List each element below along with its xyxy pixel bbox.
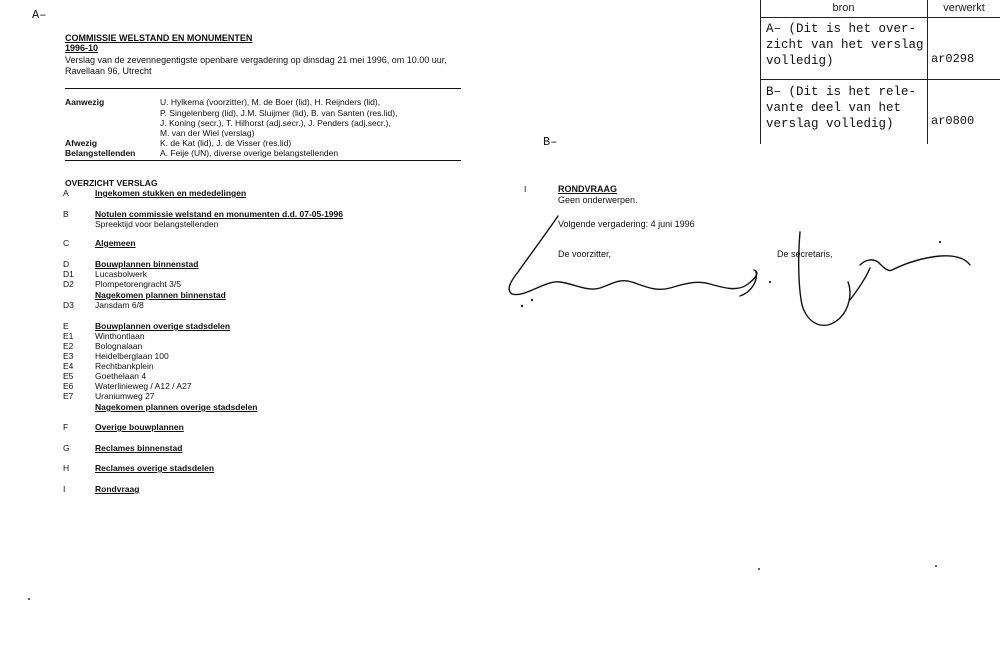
mark-a: A– xyxy=(32,8,47,22)
secretary-label: De secretaris, xyxy=(777,249,833,259)
item-label: Bolognalaan xyxy=(95,341,143,351)
item-label: Winthontlaan xyxy=(95,331,145,341)
item-label: Plompetorengracht 3/5 xyxy=(95,279,181,289)
item-letter: D3 xyxy=(63,300,74,310)
item-letter: D xyxy=(63,259,70,269)
rondvraag-text: Geen onderwerpen. xyxy=(558,195,638,205)
column-header-verwerkt: verwerkt xyxy=(943,2,985,14)
divider-top xyxy=(65,88,461,89)
item-label: Notulen commissie welstand en monumenten d.d. 07-05-1996 xyxy=(95,209,343,219)
item-letter: E5 xyxy=(63,371,74,381)
item-label: Waterlinieweg / A12 / A27 xyxy=(95,381,192,391)
table-row-divider xyxy=(760,79,1000,80)
address: Ravellaan 96, Utrecht xyxy=(65,66,152,76)
source-table xyxy=(760,0,1000,144)
item-label: Reclames binnenstad xyxy=(95,443,183,453)
document-title: COMMISSIE WELSTAND EN MONUMENTEN xyxy=(65,33,253,43)
column-header-bron: bron xyxy=(832,2,855,14)
item-label: Rechtbankplein xyxy=(95,361,154,371)
speck xyxy=(935,565,937,567)
document-number: 1996-10 xyxy=(65,43,99,53)
item-letter: I xyxy=(63,484,66,494)
item-label: Spreektijd voor belangstellenden xyxy=(95,219,219,229)
overview-title: OVERZICHT VERSLAG xyxy=(65,178,158,188)
mark-b: B– xyxy=(543,135,558,149)
label-aanwezig: Aanwezig xyxy=(65,97,105,107)
item-label: Nagekomen plannen overige stadsdelen xyxy=(95,402,258,412)
item-letter: B xyxy=(63,209,69,219)
table-border-left xyxy=(760,0,761,144)
item-label: Bouwplannen binnenstad xyxy=(95,259,199,269)
table-header-line xyxy=(760,17,1000,18)
item-letter: H xyxy=(63,463,70,473)
divider-bottom xyxy=(65,160,461,161)
table-column-divider xyxy=(927,0,928,144)
item-label: Overige bouwplannen xyxy=(95,422,184,432)
source-row-text: A– (Dit is het over- zicht van het verslag volledig) xyxy=(766,22,924,68)
item-letter: C xyxy=(63,238,70,248)
speck xyxy=(28,598,30,600)
item-label: Nagekomen plannen binnenstad xyxy=(95,290,226,300)
item-label: Heidelberglaan 100 xyxy=(95,351,169,361)
aanwezig-line-1: U. Hylkema (voorzitter), M. de Boer (lid), H. Reijnders (lid), xyxy=(160,97,381,107)
item-label: Rondvraag xyxy=(95,484,140,494)
item-label: Goethelaan 4 xyxy=(95,371,147,381)
item-label: Ingekomen stukken en mededelingen xyxy=(95,188,247,198)
item-letter: E7 xyxy=(63,391,74,401)
item-letter: E xyxy=(63,321,69,331)
aanwezig-line-3: J. Koning (secr.), T. Hilhorst (adj.secr.), J. Penders (adj.secr.), xyxy=(160,118,391,128)
item-label: Reclames overige stadsdelen xyxy=(95,463,215,473)
afwezig-line: K. de Kat (lid), J. de Visser (res.lid) xyxy=(160,138,292,148)
item-label: Algemeen xyxy=(95,238,136,248)
next-meeting: Volgende vergadering: 4 juni 1996 xyxy=(558,219,695,229)
item-letter: A xyxy=(63,188,69,198)
source-row-code: ar0298 xyxy=(931,52,975,66)
label-belangstellenden: Belangstellenden xyxy=(65,148,136,158)
chair-signature xyxy=(509,216,757,296)
speck xyxy=(758,568,760,570)
item-label: Lucasbolwerk xyxy=(95,269,147,279)
aanwezig-line-2: P. Singelenberg (lid), J.M. Sluijmer (lid), B. van Santen (res.lid), xyxy=(160,108,398,118)
item-letter: E3 xyxy=(63,351,74,361)
item-label: Jansdam 6/8 xyxy=(95,300,144,310)
item-label: Uraniumweg 27 xyxy=(95,391,155,401)
item-letter: D1 xyxy=(63,269,74,279)
item-letter: G xyxy=(63,443,70,453)
item-letter: F xyxy=(63,422,69,432)
signatures xyxy=(500,210,980,340)
item-label: Bouwplannen overige stadsdelen xyxy=(95,321,231,331)
chair-label: De voorzitter, xyxy=(558,249,612,259)
item-letter: E4 xyxy=(63,361,74,371)
source-row-code: ar0800 xyxy=(931,114,975,128)
report-line: Verslag van de zevennegentigste openbare vergadering op dinsdag 21 mei 1996, om 10.00 uur, xyxy=(65,55,447,65)
belangstellenden-line: A. Feije (UN), diverse overige belangstellenden xyxy=(160,148,339,158)
item-letter: E1 xyxy=(63,331,74,341)
secretary-signature xyxy=(799,232,970,325)
rondvraag-letter: I xyxy=(524,184,527,194)
item-letter: D2 xyxy=(63,279,74,289)
label-afwezig: Afwezig xyxy=(65,138,98,148)
aanwezig-line-4: M. van der Wiel (verslag) xyxy=(160,128,255,138)
item-letter: E2 xyxy=(63,341,74,351)
item-letter: E6 xyxy=(63,381,74,391)
source-row-text: B– (Dit is het rele- vante deel van het verslag volledig) xyxy=(766,85,917,131)
rondvraag-title: RONDVRAAG xyxy=(558,184,618,194)
